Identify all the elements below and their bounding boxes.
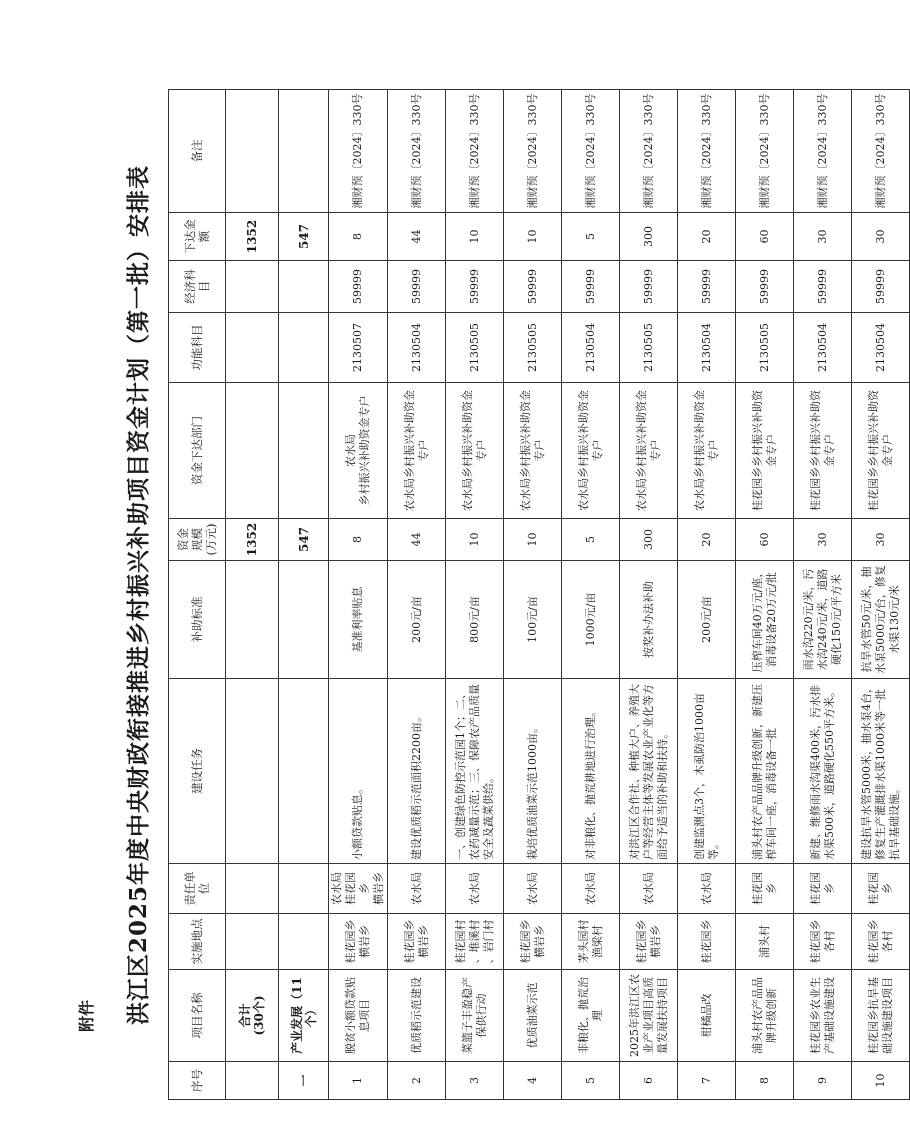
cell-task: 建设优质稻示范面积2200亩。: [388, 679, 446, 864]
header-name: 项目名称: [169, 970, 226, 1062]
cell-name: 桂花园乡农业生产基础设施建设: [794, 970, 852, 1062]
cell-econ: 59999: [388, 261, 446, 313]
cell-standard: 抗旱水管50元/米，抽水泵5000元/台，修复水渠130元/米: [852, 561, 910, 679]
total-amount: 1352: [226, 213, 279, 261]
cell-unit: 农水局: [678, 864, 736, 914]
table-row: [388, 90, 446, 1100]
cell-note: 湘财预〔2024〕330号: [852, 90, 910, 213]
cell-seq: 1: [329, 1062, 388, 1100]
cell-scale: 5: [562, 519, 620, 561]
header-standard: 补助标准: [169, 561, 226, 679]
cell-seq: 9: [794, 1062, 852, 1100]
category-blank: [279, 561, 329, 679]
cell-task: 创建监测点3个，木虱防治1000亩等。: [678, 679, 736, 864]
cell-place: 桂花园乡 横岩乡: [504, 914, 562, 970]
cell-scale: 8: [329, 519, 388, 561]
cell-task: 栽培优质油菜示范1000亩。: [504, 679, 562, 864]
cell-unit: 桂花园乡: [794, 864, 852, 914]
cell-seq: 3: [446, 1062, 504, 1100]
total-blank: [226, 90, 279, 213]
cell-unit: 农水局: [388, 864, 446, 914]
category-label: 产业发展（11个）: [279, 970, 329, 1062]
cell-econ: 59999: [794, 261, 852, 313]
cell-amount: 5: [562, 213, 620, 261]
cell-name: 非粮化、抛荒治理: [562, 970, 620, 1062]
category-scale: 547: [279, 519, 329, 561]
cell-seq: 6: [620, 1062, 678, 1100]
cell-amount: 30: [852, 213, 910, 261]
cell-place: 桂花园乡 横岩乡: [388, 914, 446, 970]
cell-dept: 农水局乡村振兴补助资金专户: [504, 383, 562, 519]
cell-unit: 桂花园乡: [736, 864, 794, 914]
cell-standard: 800元/亩: [446, 561, 504, 679]
cell-task: 浦头村农产品品牌升级创新，新建压榨车间一座，消毒设备一批: [736, 679, 794, 864]
cell-amount: 30: [794, 213, 852, 261]
cell-standard: 基准利率贴息: [329, 561, 388, 679]
cell-seq: 4: [504, 1062, 562, 1100]
cell-dept: 农水局乡村振兴补助资金专户: [388, 383, 446, 519]
cell-unit: 农水局: [446, 864, 504, 914]
cell-econ: 59999: [504, 261, 562, 313]
cell-econ: 59999: [852, 261, 910, 313]
header-place: 实施地点: [169, 914, 226, 970]
cell-unit: 农水局: [562, 864, 620, 914]
cell-func: 2130505: [620, 313, 678, 383]
table-row: [504, 90, 562, 1100]
cell-dept: 桂花园乡乡村振兴补助资金专户: [794, 383, 852, 519]
cell-name: 优质稻示范建设: [388, 970, 446, 1062]
category-blank: [279, 261, 329, 313]
cell-note: 湘财预〔2024〕330号: [562, 90, 620, 213]
cell-note: 湘财预〔2024〕330号: [794, 90, 852, 213]
cell-note: 湘财预〔2024〕330号: [388, 90, 446, 213]
cell-amount: 44: [388, 213, 446, 261]
table-row: [736, 90, 794, 1100]
cell-amount: 60: [736, 213, 794, 261]
cell-standard: 压榨车间40万元/座，消毒设备20万元/批: [736, 561, 794, 679]
cell-task: 对洪江区合作社、种植大户、养殖大户等经营主体等发展农业产业化等方面给予适当的补助和扶持。: [620, 679, 678, 864]
cell-standard: 100元/亩: [504, 561, 562, 679]
total-blank: [226, 864, 279, 914]
cell-dept: 农水局 乡村振兴补助资金专户: [329, 383, 388, 519]
cell-amount: 8: [329, 213, 388, 261]
cell-place: 桂花园乡 横岩乡: [620, 914, 678, 970]
cell-place: 桂花园乡各村: [852, 914, 910, 970]
cell-func: 2130504: [388, 313, 446, 383]
cell-dept: 桂花园乡乡村振兴补助资金专户: [852, 383, 910, 519]
total-blank: [226, 313, 279, 383]
cell-dept: 农水局乡村振兴补助资金专户: [446, 383, 504, 519]
total-blank: [226, 561, 279, 679]
cell-dept: 农水局乡村振兴补助资金专户: [562, 383, 620, 519]
cell-standard: 200元/亩: [678, 561, 736, 679]
cell-note: 湘财预〔2024〕330号: [446, 90, 504, 213]
total-scale: 1352: [226, 519, 279, 561]
cell-task: 建设抗旱水管5000米，抽水泵4台，修复生产灌溉排水渠1000米等一批抗旱基础设施。: [852, 679, 910, 864]
cell-standard: 按奖补办法补助: [620, 561, 678, 679]
cell-standard: 1000元/亩: [562, 561, 620, 679]
cell-econ: 59999: [678, 261, 736, 313]
cell-scale: 10: [504, 519, 562, 561]
cell-name: 桂花园乡抗旱基础设施建设项目: [852, 970, 910, 1062]
category-blank: [279, 313, 329, 383]
cell-note: 湘财预〔2024〕330号: [504, 90, 562, 213]
header-note: 备注: [169, 90, 226, 213]
cell-func: 2130504: [852, 313, 910, 383]
cell-unit: 桂花园乡: [852, 864, 910, 914]
cell-seq: 8: [736, 1062, 794, 1100]
cell-econ: 59999: [562, 261, 620, 313]
cell-func: 2130504: [678, 313, 736, 383]
cell-func: 2130504: [562, 313, 620, 383]
rotated-document: [110, 90, 901, 1100]
attachment-label: 附件: [77, 999, 96, 1032]
cell-note: 湘财预〔2024〕330号: [736, 90, 794, 213]
cell-name: 2025年洪江区农业产业项目高质量发展扶持项目: [620, 970, 678, 1062]
total-label: 合计 (30个): [226, 970, 279, 1062]
cell-func: 2130505: [504, 313, 562, 383]
cell-scale: 44: [388, 519, 446, 561]
cell-name: 脱贫小额贷款贴息项目: [329, 970, 388, 1062]
cell-dept: 桂花园乡乡村振兴补助资金专户: [736, 383, 794, 519]
table-row: [562, 90, 620, 1100]
total-blank: [226, 914, 279, 970]
cell-func: 2130504: [794, 313, 852, 383]
table-row: [620, 90, 678, 1100]
cell-note: 湘财预〔2024〕330号: [678, 90, 736, 213]
cell-unit: 农水局: [504, 864, 562, 914]
header-seq: 序号: [169, 1062, 226, 1100]
table-row: [446, 90, 504, 1100]
total-blank: [226, 261, 279, 313]
total-row: [226, 90, 279, 1100]
cell-unit: 农水局 桂花园乡 横岩乡: [329, 864, 388, 914]
cell-name: 浦头村农产品品牌升级创新: [736, 970, 794, 1062]
header-unit: 责任单位: [169, 864, 226, 914]
fund-plan-table: [168, 89, 910, 1100]
cell-econ: 59999: [329, 261, 388, 313]
category-blank: [279, 383, 329, 519]
header-scale: 资金 规模 (万元): [169, 519, 226, 561]
cell-place: 茅头园村 渔梁村: [562, 914, 620, 970]
cell-name: 优质油菜示范: [504, 970, 562, 1062]
cell-place: 浦头村: [736, 914, 794, 970]
category-blank: [279, 679, 329, 864]
total-blank: [226, 383, 279, 519]
cell-amount: 10: [504, 213, 562, 261]
header-amount: 下达金额: [169, 213, 226, 261]
cell-dept: 农水局乡村振兴补助资金专户: [620, 383, 678, 519]
cell-task: 对非粮化、抛荒耕地进行治理。: [562, 679, 620, 864]
cell-econ: 59999: [620, 261, 678, 313]
cell-scale: 300: [620, 519, 678, 561]
cell-standard: 200元/亩: [388, 561, 446, 679]
cell-scale: 60: [736, 519, 794, 561]
cell-place: 桂花园乡: [678, 914, 736, 970]
cell-seq: 5: [562, 1062, 620, 1100]
header-task: 建设任务: [169, 679, 226, 864]
cell-place: 桂花园村 、堆溪村 、岩门村: [446, 914, 504, 970]
cell-seq: 2: [388, 1062, 446, 1100]
total-blank: [226, 679, 279, 864]
cell-scale: 30: [852, 519, 910, 561]
document-title: 洪江区2025年度中央财政衔接推进乡村振兴补助项目资金计划（第一批）安排表: [125, 165, 152, 1026]
category-seq: 一: [279, 1062, 329, 1100]
cell-name: 菜篮子丰盈稳产保供行动: [446, 970, 504, 1062]
cell-place: 桂花园乡各村: [794, 914, 852, 970]
header-econ: 经济科目: [169, 261, 226, 313]
header-func: 功能科目: [169, 313, 226, 383]
header-row: [169, 90, 226, 1100]
cell-note: 湘财预〔2024〕330号: [620, 90, 678, 213]
cell-func: 2130505: [446, 313, 504, 383]
cell-seq: 7: [678, 1062, 736, 1100]
cell-place: 桂花园乡 横岩乡: [329, 914, 388, 970]
cell-dept: 农水局乡村振兴补助资金专户: [678, 383, 736, 519]
cell-name: 柑橘品改: [678, 970, 736, 1062]
table-row: [794, 90, 852, 1100]
cell-unit: 农水局: [620, 864, 678, 914]
cell-func: 2130507: [329, 313, 388, 383]
category-blank: [279, 914, 329, 970]
cell-func: 2130505: [736, 313, 794, 383]
header-dept: 资金下达部门: [169, 383, 226, 519]
cell-seq: 10: [852, 1062, 910, 1100]
table-row: [678, 90, 736, 1100]
category-blank: [279, 90, 329, 213]
cell-scale: 20: [678, 519, 736, 561]
cell-econ: 59999: [446, 261, 504, 313]
cell-task: 新建、维修雨水沟渠400米，污水排水渠500米，道路硬化550平方米。: [794, 679, 852, 864]
category-blank: [279, 864, 329, 914]
category-amount: 547: [279, 213, 329, 261]
cell-task: 一、创建绿色防控示范园1个；二、农药减量示范；三、保障农产品质量安全及蔬菜供给。: [446, 679, 504, 864]
cell-task: 小额贷款贴息。: [329, 679, 388, 864]
cell-amount: 300: [620, 213, 678, 261]
cell-amount: 20: [678, 213, 736, 261]
cell-amount: 10: [446, 213, 504, 261]
cell-note: 湘财预〔2024〕330号: [329, 90, 388, 213]
cell-econ: 59999: [736, 261, 794, 313]
table-row: [852, 90, 910, 1100]
category-row: [279, 90, 329, 1100]
cell-scale: 10: [446, 519, 504, 561]
table-row: [329, 90, 388, 1100]
cell-scale: 30: [794, 519, 852, 561]
total-seq: [226, 1062, 279, 1100]
cell-standard: 雨水沟220元/米，污水沟240元/米，道路硬化150元/平方米: [794, 561, 852, 679]
